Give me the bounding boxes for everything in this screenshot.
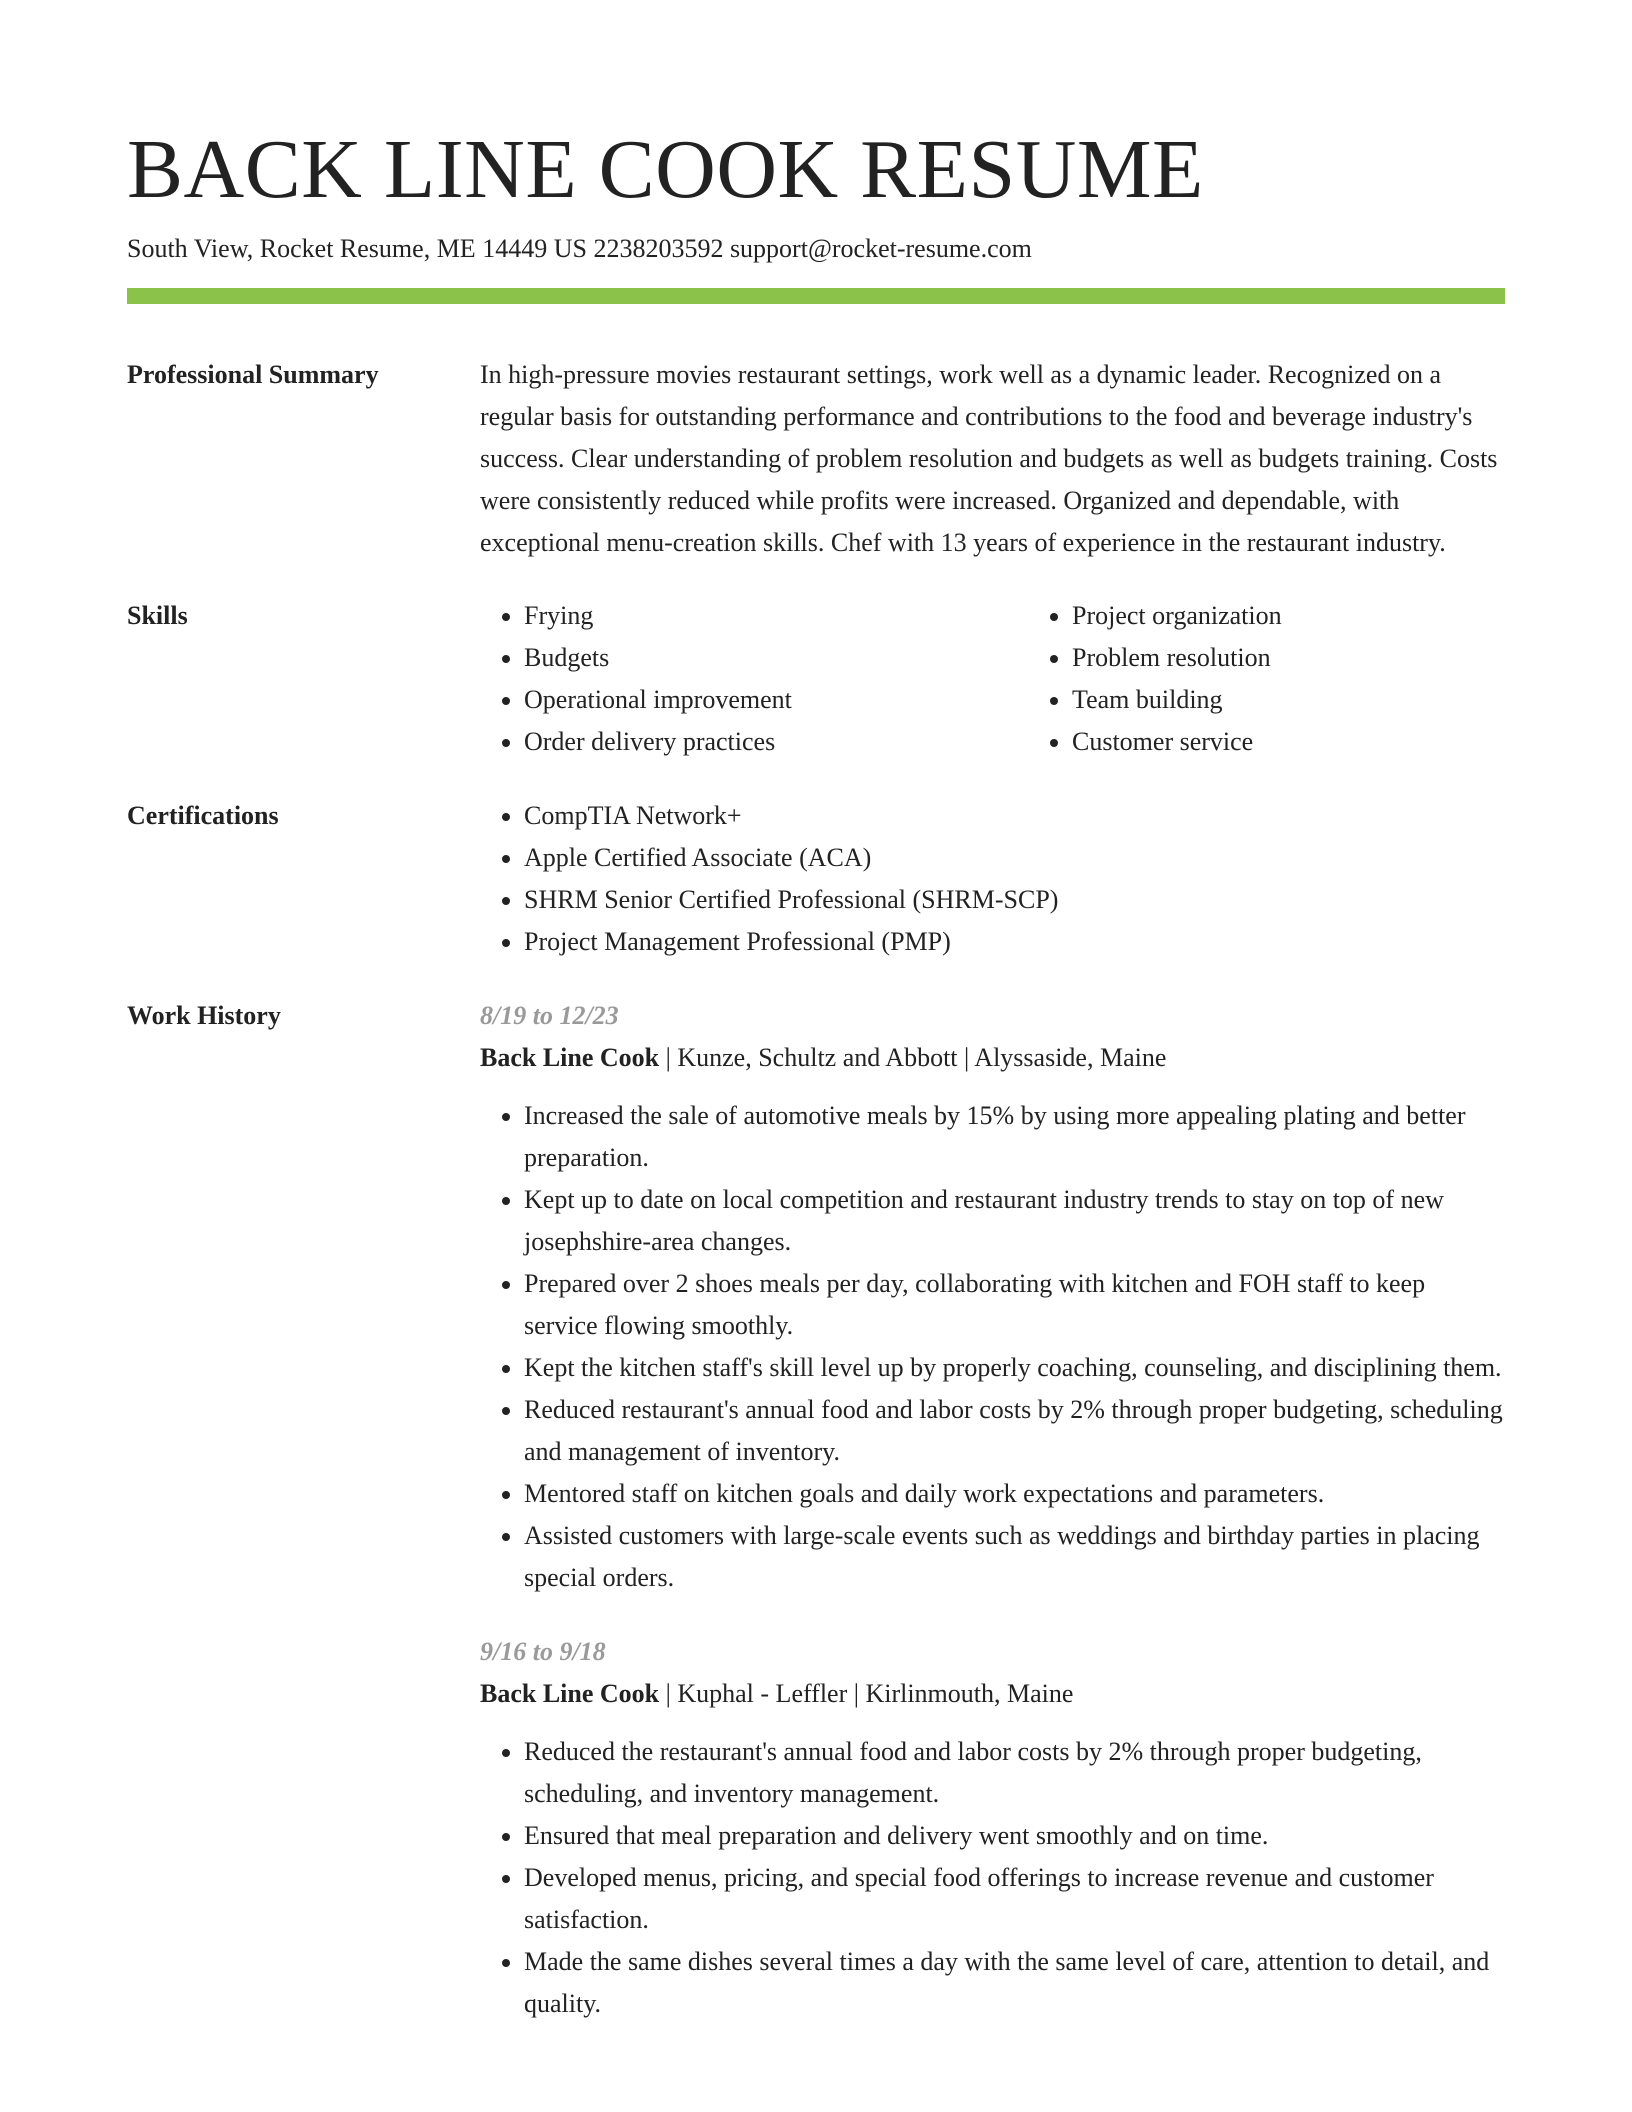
section-label-certifications: Certifications [127,801,279,830]
list-item: • Mentored staff on kitchen goals and daily work expectations and parameters. [524,1473,1505,1515]
summary-text: In high-pressure movies restaurant settings, work well as a dynamic leader. Recognized on a regular basis for outstanding performance and contributions to the food and beverage industry's success. Clear understanding of problem resolution and budgets as well as budgets training. Costs were consistently reduced while profits were increased. Organized and dependable, with exceptional menu-creation skills. Chef with 13 years of experience in the restaurant industry. [480,360,1498,557]
list-item: • Ensured that meal preparation and delivery went smoothly and on time. [524,1815,1505,1857]
skills-list-2 [1028,595,1576,763]
list-item: • Reduced the restaurant's annual food and labor costs by 2% through proper budgeting, scheduling, and inventory management. [524,1731,1505,1815]
list-item: • Kept the kitchen staff's skill level up by properly coaching, counseling, and disciplining them. [524,1347,1505,1389]
resume-title: BACK LINE COOK RESUME [127,123,1204,216]
list-item: • Made the same dishes several times a day with the same level of care, attention to detail, and quality. [524,1941,1505,2025]
list-item: • Order delivery practices [524,721,1028,763]
list-item: • Kept up to date on local competition and restaurant industry trends to stay on top of new josephshire-area changes. [524,1179,1505,1263]
work-history-section [127,995,1505,2057]
section-label-skills: Skills [127,601,188,630]
list-item: • Project organization [1072,595,1576,637]
job-dates: 9/16 to 9/18 [480,1637,606,1666]
resume-page [127,120,1505,2057]
header-divider [127,288,1505,304]
job-bullets [480,1095,1505,1599]
job-title-line [480,1673,1505,1715]
contact-address: South View, Rocket Resume, ME 14449 US [127,234,587,263]
job-entry [480,1631,1505,2025]
list-item: • Developed menus, pricing, and special food offerings to increase revenue and customer satisfaction. [524,1857,1505,1941]
list-item: • Operational improvement [524,679,1028,721]
list-item: • Problem resolution [1072,637,1576,679]
skills-list-1 [480,595,1028,763]
certifications-list [480,795,1505,963]
list-item: • Budgets [524,637,1028,679]
contact-phone: 2238203592 [593,234,724,263]
list-item: • SHRM Senior Certified Professional (SHRM-SCP) [524,879,1505,921]
list-item: • Assisted customers with large-scale events such as weddings and birthday parties in placing special orders. [524,1515,1505,1599]
list-item: • Increased the sale of automotive meals by 15% by using more appealing plating and better preparation. [524,1095,1505,1179]
contact-email: support@rocket-resume.com [729,234,1032,263]
contact-line [127,232,1505,266]
summary-section [127,354,1505,564]
skills-section [127,595,1505,763]
job-title-line [480,1037,1505,1079]
list-item: • Prepared over 2 shoes meals per day, collaborating with kitchen and FOH staff to keep service flowing smoothly. [524,1263,1505,1347]
certifications-section [127,795,1505,963]
list-item: • Team building [1072,679,1576,721]
list-item: • Project Management Professional (PMP) [524,921,1505,963]
job-role: Back Line Cook [480,1043,660,1072]
section-label-summary: Professional Summary [127,360,379,389]
job-bullets [480,1731,1505,2025]
list-item: • Apple Certified Associate (ACA) [524,837,1505,879]
list-item: • Customer service [1072,721,1576,763]
job-details: | Kunze, Schultz and Abbott | Alyssaside, Maine [659,1043,1167,1072]
section-label-work-history: Work History [127,1001,281,1030]
list-item: • Reduced restaurant's annual food and labor costs by 2% through proper budgeting, scheduling and management of inventory. [524,1389,1505,1473]
job-entry [480,995,1505,1599]
list-item: • CompTIA Network+ [524,795,1505,837]
job-role: Back Line Cook [480,1679,660,1708]
list-item: • Frying [524,595,1028,637]
job-details: | Kuphal - Leffler | Kirlinmouth, Maine [659,1679,1074,1708]
job-dates: 8/19 to 12/23 [480,1001,619,1030]
